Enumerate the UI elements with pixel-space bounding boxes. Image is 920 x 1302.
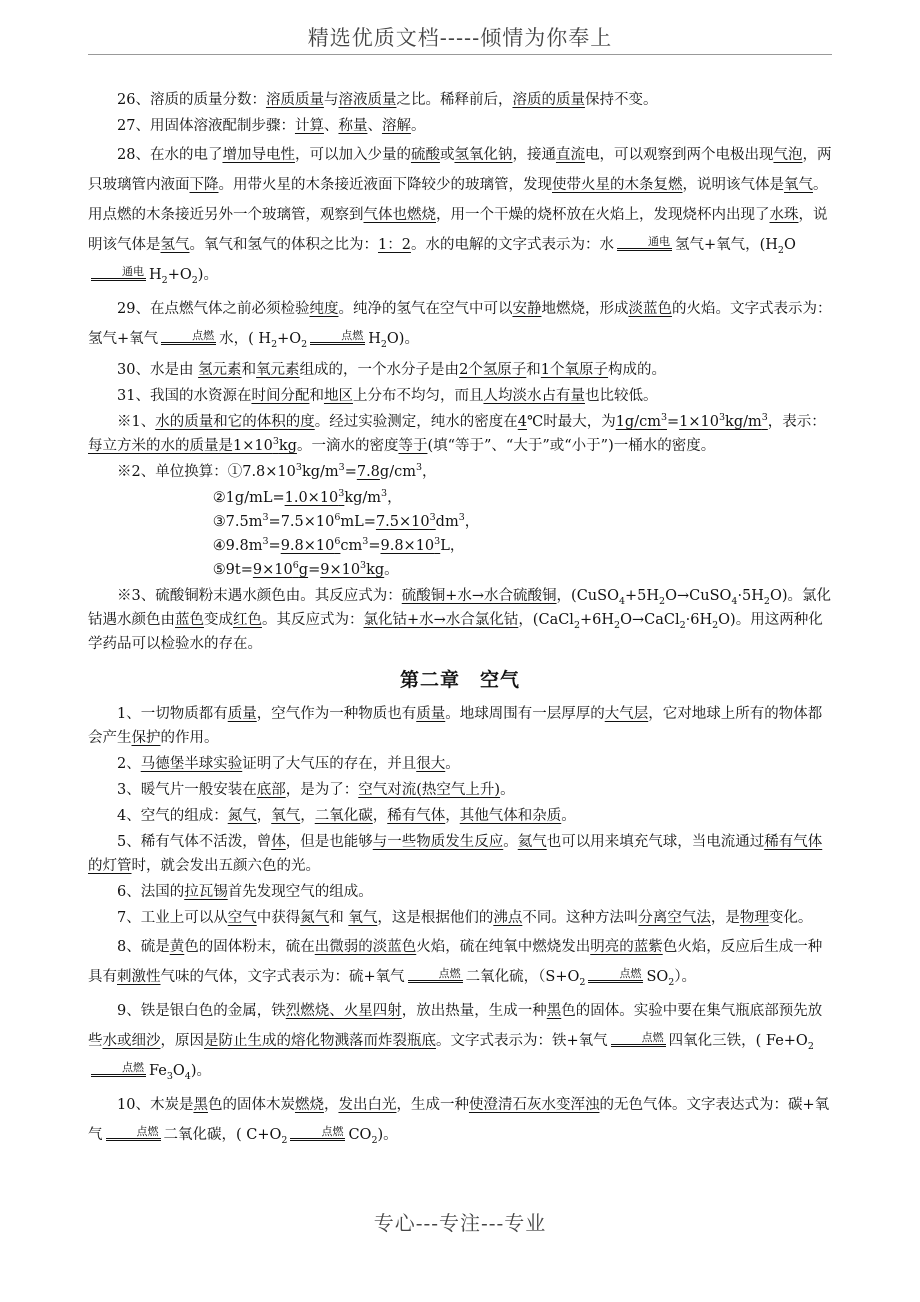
item-29: 29、在点燃气体之前必须检验纯度。纯净的氢气在空气中可以安静地燃烧，形成淡蓝色的火焰。文字式表示为：氢气+氧气 点燃 水，( $H_2+O_2$ 点燃 $H_2O$)。 [88,301,832,350]
item-27: 27、用固体溶液配制步骤：计算、称量、溶解。 [117,118,426,134]
note-3: ※3、硫酸铜粉末遇水颜色由。其反应式为：硫酸铜+水→水合硫酸铜，$(CuSO_4+5H_2O\to CuSO_4\cdot 5H_2O)$。氯化钴遇水颜色由蓝色变成红色。其反应式为：氯化钴+水→水合氯化钴，$(CaCl_2+6H_2O\to CaCl_2\cdot 6H_2O)$。用这两种化学药品可以检验水的存在。 [88,588,832,652]
header-divider [88,54,832,55]
page-header: 精选优质文档-----倾情为你奉上 [307,26,613,50]
reaction-arrow: 通电 [91,266,146,281]
note-2-line-3: $③7.5m^3=7.5\times 10^6mL=7.5\times 10^3dm^3$， [212,512,480,530]
air-item-1: 1、一切物质都有质量，空气作为一种物质也有质量。地球周围有一层厚厚的大气层，它对地球上所有的物体都会产生保护的作用。 [88,706,823,746]
note-1: ※1、水的质量和它的体积的度。经过实验测定，纯水的密度在4℃时最大，为$1g/cm^3=1\times 10^3kg/m^3$，表示：每立方米的水的质量是$1\times 10^3kg$。一滴水的密度等于(填“等于”、“大于”或“小于”)一桶水的密度。 [88,412,826,454]
reaction-arrow: 通电 [617,236,672,251]
reaction-arrow: 点燃 [408,968,463,983]
page-footer: 专心---专注---专业 [373,1211,547,1235]
air-item-2: 2、马德堡半球实验证明了大气压的存在，并且很大。 [117,756,460,772]
air-item-6: 6、法国的拉瓦锡首先发现空气的组成。 [117,884,373,900]
note-2-line-4: $④9.8m^3=9.8\times 10^6cm^3=9.8\times 10^3L$， [212,536,465,554]
chapter-title: 第二章 空气 [399,669,520,691]
reaction-arrow: 点燃 [290,1126,345,1141]
reaction-arrow: 点燃 [611,1032,666,1047]
note-2-line-5: $⑤9t=9\times 10^6g=9\times 10^3kg$。 [212,560,399,578]
reaction-arrow: 点燃 [161,330,216,345]
reaction-arrow: 点燃 [310,330,365,345]
item-28: 28、在水的电了增加导电性，可以加入少量的硫酸或氢氧化钠，接通直流电，可以观察到两个电极出现气泡，两只玻璃管内液面下降。用带火星的木条接近液面下降较少的玻璃管，发现使带火星的木条复燃，说明该气体是氧气。用点燃的木条接近另外一个玻璃管，观察到气体也燃烧，用一个干燥的烧杯放在火焰上，发现烧杯内出现了水珠，说明该气体是氢气。氧气和氢气的体积之比为：1：2。水的电解的文字式表示为：水 通电 氢气+氧气，($H_2O$ 通电 $H_2+O_2$)。 [88,147,832,286]
air-item-4: 4、空气的组成：氮气，氧气，二氧化碳，稀有气体，其他气体和杂质。 [117,808,576,824]
item-26: 26、溶质的质量分数：溶质质量与溶液质量之比。稀释前后，溶质的质量保持不变。 [117,92,658,108]
air-item-5: 5、稀有气体不活泼，曾体，但是也能够与一些物质发生反应。氦气也可以用来填充气球，当电流通过稀有气体的灯管时，就会发出五颜六色的光。 [88,834,823,874]
item-31: 31、我国的水资源在时间分配和地区上分布不均匀，而且人均淡水占有量也比较低。 [117,388,658,404]
item-30: 30、水是由 氢元素和氧元素组成的，一个水分子是由2个氢原子和1个氧原子构成的。 [117,362,667,378]
air-item-3: 3、暖气片一般安装在底部，是为了：空气对流(热空气上升)。 [117,782,515,798]
reaction-arrow: 点燃 [106,1126,161,1141]
air-item-9: 9、铁是银白色的金属，铁烈燃烧、火星四射，放出热量，生成一种黑色的固体。实验中要在集气瓶底部预先放些水或细沙，原因是防止生成的熔化物溅落而炸裂瓶底。文字式表示为：铁+氧气 点燃 四氧化三铁，( $Fe+O_2$ 点燃 $Fe_3O_4$)。 [88,1003,823,1082]
note-2: ※2、单位换算：$①7.8\times 10^3kg/m^3=7.8g/cm^3$， [117,462,437,480]
document-body [88,88,832,1154]
air-item-7: 7、工业上可以从空气中获得氮气和 氧气，这是根据他们的沸点不同。这种方法叫分离空气法，是物理变化。 [117,910,813,926]
reaction-arrow: 点燃 [91,1062,146,1077]
reaction-arrow: 点燃 [588,968,643,983]
air-item-8: 8、硫是黄色的固体粉末，硫在出微弱的淡蓝色火焰，硫在纯氧中燃烧发出明亮的蓝紫色火焰，反应后生成一种具有刺激性气味的气体，文字式表示为：硫+氧气 点燃 二氧化硫，（$S+O_2$ 点燃 $SO_2$）。 [88,939,823,988]
note-2-line-2: $②1g/mL=1.0\times 10^3kg/m^3$， [212,488,402,506]
air-item-10: 10、木炭是黑色的固体木炭燃烧，发出白光，生成一种使澄清石灰水变浑浊的无色气体。文字表达式为：碳+氧气 点燃 二氧化碳，( $C+O_2$ 点燃 $CO_2$)。 [88,1097,830,1146]
